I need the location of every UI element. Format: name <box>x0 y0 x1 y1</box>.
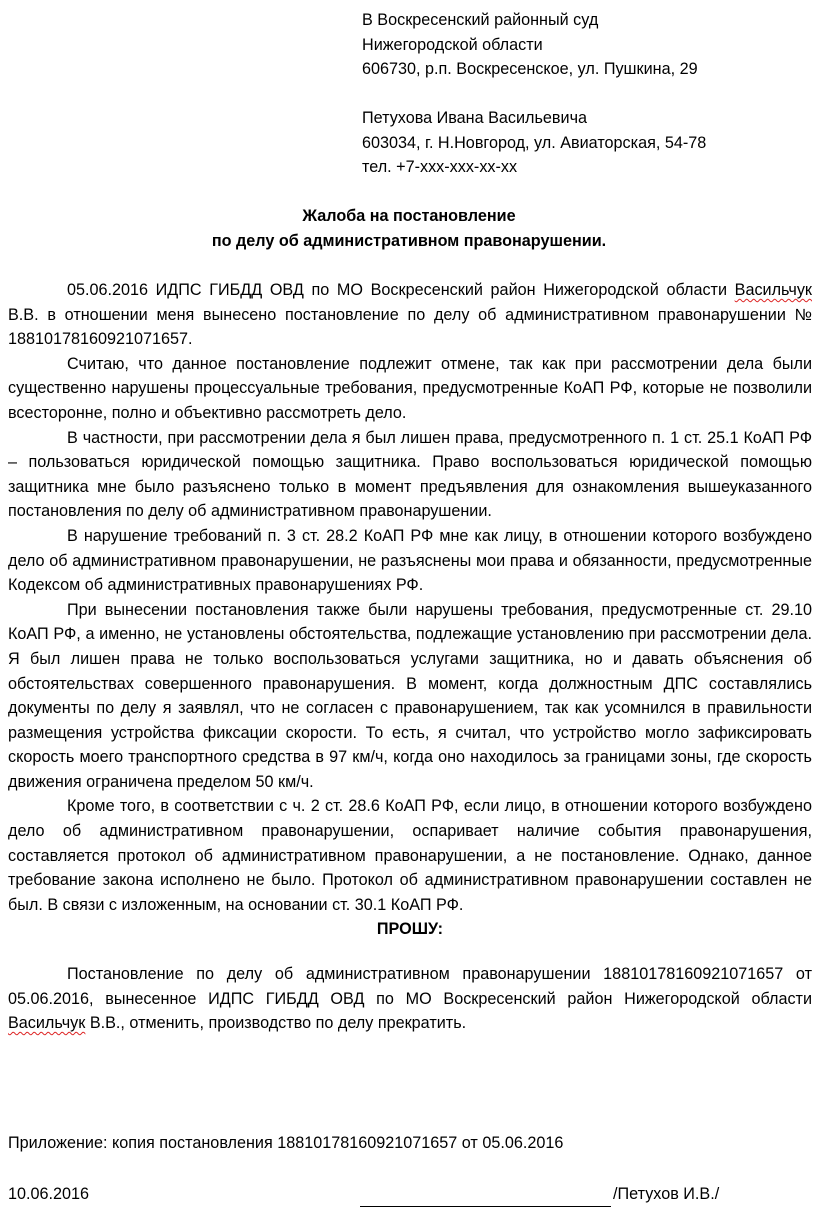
complaint-body <box>8 278 812 1036</box>
request-officer-name: Васильчук <box>8 1014 86 1033</box>
appendix-line: Приложение: копия постановления 18810178160921071657 от 05.06.2016 <box>8 1134 564 1152</box>
address-block <box>362 8 706 180</box>
request-end: В.В., отменить, производство по делу прекратить. <box>85 1014 467 1033</box>
signature-block <box>360 1182 719 1207</box>
signature-name: /Петухов И.В./ <box>613 1185 720 1203</box>
officer-name: Васильчук <box>734 281 812 299</box>
paragraph-6: Кроме того, в соответствии с ч. 2 ст. 28.6 КоАП РФ, если лицо, в отношении которого возбуждено дело об административном правонарушении, оспаривает наличие события правонарушения, составляется протокол об административном правонарушении, а не постановление. Однако, данное требование закона исполнено не было. Протокол об административном правонарушении составлен не был. В связи с изложенным, на основании ст. 30.1 КоАП РФ. <box>8 797 812 914</box>
court-name: В Воскресенский районный суд <box>362 11 599 29</box>
sender-name: Петухова Ивана Васильевича <box>362 109 588 127</box>
paragraph-3: В частности, при рассмотрении дела я был лишен права, предусмотренного п. 1 ст. 25.1 КоАП РФ – пользоваться юридической помощью защитника. Право воспользоваться юридической помощью защитника мне было разъяснено только в момент предъявления для ознакомления вышеуказанного постановления по делу об административном правонарушении. <box>8 428 812 521</box>
title-line-1: Жалоба на постановление <box>302 207 516 225</box>
paragraph-4: В нарушение требований п. 3 ст. 28.2 КоАП РФ мне как лицу, в отношении которого возбуждено дело об административном правонарушении, не разъяснены мои права и обязанности, предусмотренные Кодексом об административных правонарушениях РФ. <box>8 526 812 595</box>
paragraph-1-start: 05.06.2016 ИДПС ГИБДД ОВД по МО Воскресенский район Нижегородской области <box>67 281 735 299</box>
court-address: 606730, р.п. Воскресенское, ул. Пушкина, 29 <box>362 60 698 78</box>
title-line-2: по делу об административном правонарушении. <box>211 231 607 250</box>
paragraph-1 <box>8 278 812 352</box>
paragraph-1-end: В.В. в отношении меня вынесено постановление по делу об административном правонарушении № 18810178160921071657. <box>8 305 812 349</box>
paragraph-2: Считаю, что данное постановление подлежит отмене, так как при рассмотрении дела были существенно нарушены процессуальные требования, предусмотренные КоАП РФ, которые не позволили всесторонне, полно и объективно рассмотреть дело. <box>8 354 812 422</box>
request-heading: ПРОШУ: <box>376 920 444 939</box>
court-region: Нижегородской области <box>362 35 543 54</box>
document-title <box>0 204 818 253</box>
paragraph-5: При вынесении постановления также были нарушены требования, предусмотренные ст. 29.10 КоАП РФ, а именно, не установлены обстоятельства, подлежащие установлению при рассмотрении дела. Я был лишен права не только воспользоваться услугами защитника, но и давать объяснения об обстоятельствах совершенного правонарушения. В момент, когда должностным ДПС составлялись документы по делу я заявлял, что не согласен с правонарушением, так как усомнился в правильности размещения устройства фиксации скорости. То есть, я считал, что устройство могло зафиксировать скорость моего транспортного средства в 97 км/ч, когда оно находилось за границами зоны, где скорость движения ограничена пределом 50 км/ч. <box>8 600 812 791</box>
signature-date: 10.06.2016 <box>8 1185 90 1203</box>
sender-address: 603034, г. Н.Новгород, ул. Авиаторская, 54-78 <box>362 133 707 152</box>
request-paragraph <box>8 962 812 1036</box>
request-start: Постановление по делу об административном правонарушении 18810178160921071657 от 05.06.2016, вынесенное ИДПС ГИБДД ОВД по МО Воскресенский район Нижегородской области <box>8 965 812 1008</box>
sender-phone: тел. +7-ххх-ххх-хх-хх <box>362 158 518 176</box>
signature-line <box>360 1188 611 1207</box>
